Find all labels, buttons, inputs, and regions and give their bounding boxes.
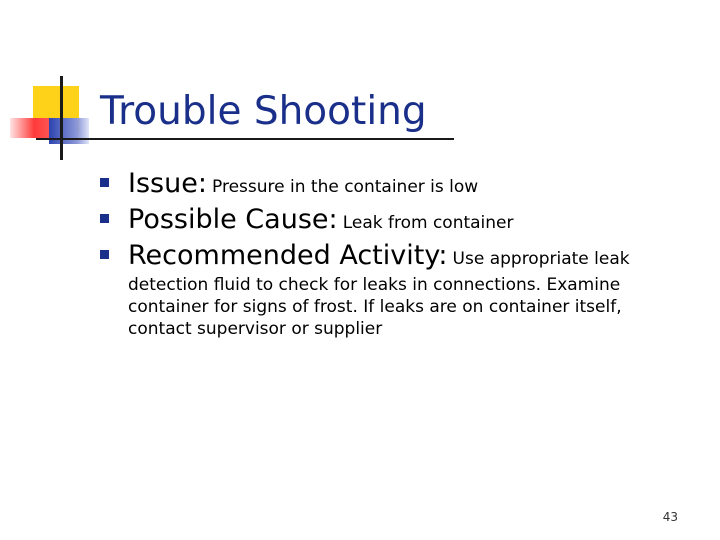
bullet-detail: Use appropriate leak detection fluid to check for leaks in connections. Examine container for signs of frost. If leaks are on container itself, contact supervisor or supplier — [128, 249, 630, 339]
page-number: 43 — [662, 510, 678, 524]
bullet-item-possible-cause — [100, 202, 660, 238]
bullet-list — [100, 166, 660, 340]
logo-red-bar — [10, 118, 54, 138]
logo-vertical-line — [60, 76, 63, 160]
bullet-heading: Possible Cause: — [128, 204, 338, 235]
bullet-heading: Issue: — [128, 168, 207, 199]
bullet-item-issue — [100, 166, 660, 202]
bullet-item-recommended-activity — [100, 238, 660, 340]
square-bullet-icon — [100, 178, 109, 187]
bullet-heading: Recommended Activity: — [128, 240, 448, 271]
slide-title: Trouble Shooting — [100, 89, 427, 134]
bullet-detail: Leak from container — [342, 213, 514, 233]
bullet-detail: Pressure in the container is low — [212, 177, 479, 197]
logo-blue-bar — [49, 118, 89, 144]
square-bullet-icon — [100, 214, 109, 223]
title-underline — [36, 138, 454, 140]
square-bullet-icon — [100, 250, 109, 259]
